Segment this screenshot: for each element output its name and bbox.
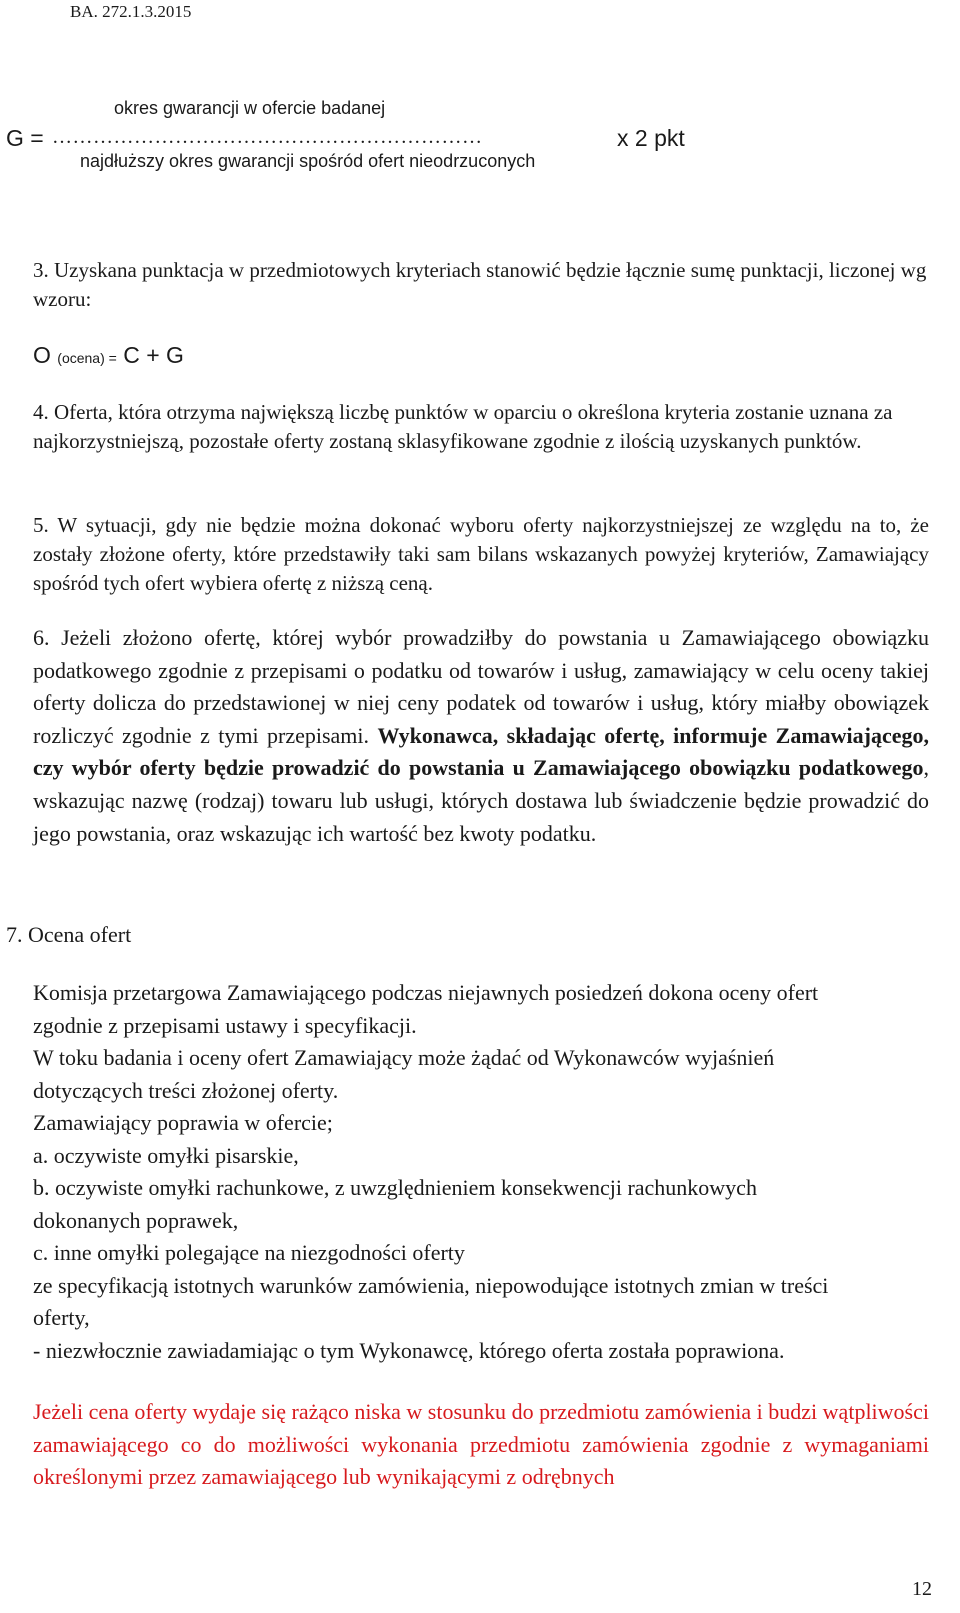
section-7-line: zgodnie z przepisami ustawy i specyfikacji. (33, 1012, 417, 1038)
document-reference: BA. 272.1.3.2015 (70, 2, 192, 21)
section-6-part-2: , wskazując nazwę (rodzaj) towaru lub usługi, których dostawa lub świadczenie będzie prowadzić do jego powstania, oraz wskazując ich wartość bez kwoty podatku. (33, 755, 929, 846)
section-7-line: c. inne omyłki polegające na niezgodności oferty (33, 1240, 465, 1265)
formula-o-subscript: (ocena) = (57, 350, 117, 366)
formula-g-fraction-bar: ……………………………………………………… (52, 126, 483, 148)
section-7-line: b. oczywiste omyłki rachunkowe, z uwzględnieniem konsekwencji rachunkowych (33, 1175, 757, 1200)
section-7-line: a. oczywiste omyłki pisarskie, (33, 1142, 299, 1168)
section-3-text: 3. Uzyskana punktacja w przedmiotowych kryteriach stanowić będzie łącznie sumę punktacji, liczonej wg wzoru: (33, 258, 927, 311)
section-7-heading: 7. Ocena ofert (6, 922, 132, 947)
section-7-line: oferty, (33, 1305, 90, 1330)
section-5-text: 5. W sytuacji, gdy nie będzie można dokonać wyboru oferty najkorzystniejszej ze względu na to, że zostały złożone oferty, które przedstawiły taki sam bilans wskazanych powyżej kryteriów, Zamawiający spośród tych ofert wybiera ofertę z niższą ceną. (33, 513, 929, 595)
formula-g-lhs: G = (6, 125, 44, 151)
section-7-line: Komisja przetargowa Zamawiającego podczas niejawnych posiedzeń dokona oceny ofert (33, 980, 819, 1005)
page-number: 12 (912, 1578, 932, 1600)
section-6-bold: Wykonawca, składając ofertę, informuje Zamawiającego, czy wybór oferty będzie prowadzić do powstania u Zamawiającego obowiązku podatkowego (33, 722, 930, 781)
section-7-body (33, 977, 929, 1367)
formula-g-numerator: okres gwarancji w ofercie badanej (114, 98, 386, 118)
section-7-line: ze specyfikacją istotnych warunków zamówienia, niepowodujące istotnych zmian w treści (33, 1272, 829, 1298)
section-7-line: W toku badania i oceny ofert Zamawiający może żądać od Wykonawców wyjaśnień (33, 1045, 775, 1070)
formula-o-rhs: C + G (123, 342, 184, 368)
formula-o (33, 342, 184, 369)
section-7-line: dokonanych poprawek, (33, 1207, 239, 1233)
price-warning-text: Jeżeli cena oferty wydaje się rażąco niska w stosunku do przedmiotu zamówienia i budzi wątpliwości zamawiającego co do możliwości wykonania przedmiotu zamówienia zgodnie z wymaganiami określonymi przez zamawiającego lub wynikającymi z odrębnych (33, 1399, 929, 1490)
section-7-line: dotyczących treści złożonej oferty. (33, 1077, 339, 1103)
section-6-text (33, 622, 929, 850)
formula-g-multiplier: x 2 pkt (617, 125, 685, 151)
section-6-part-1: 6. Jeżeli złożono ofertę, której wybór prowadziłby do powstania u Zamawiającego obowiązku podatkowego zgodnie z przepisami o podatku od towarów i usług, zamawiający w celu oceny takiej oferty dolicza do przedstawionej w niej ceny podatek od towarów i usług, który miałby obowiązek rozliczyć zgodnie z tymi przepisami. (33, 625, 929, 748)
section-7-line: Zamawiający poprawia w ofercie; (33, 1110, 333, 1135)
formula-g-denominator: najdłuższy okres gwarancji spośród ofert nieodrzuconych (80, 151, 536, 171)
section-4-text: 4. Oferta, która otrzyma największą liczbę punktów w oparciu o określona kryteria zostanie uznana za najkorzystniejszą, pozostałe oferty zostaną sklasyfikowane zgodnie z ilością uzyskanych punktów. (33, 400, 893, 453)
formula-o-symbol: O (33, 342, 51, 368)
section-7-line: - niezwłocznie zawiadamiając o tym Wykonawcę, którego oferta została poprawiona. (33, 1337, 785, 1363)
